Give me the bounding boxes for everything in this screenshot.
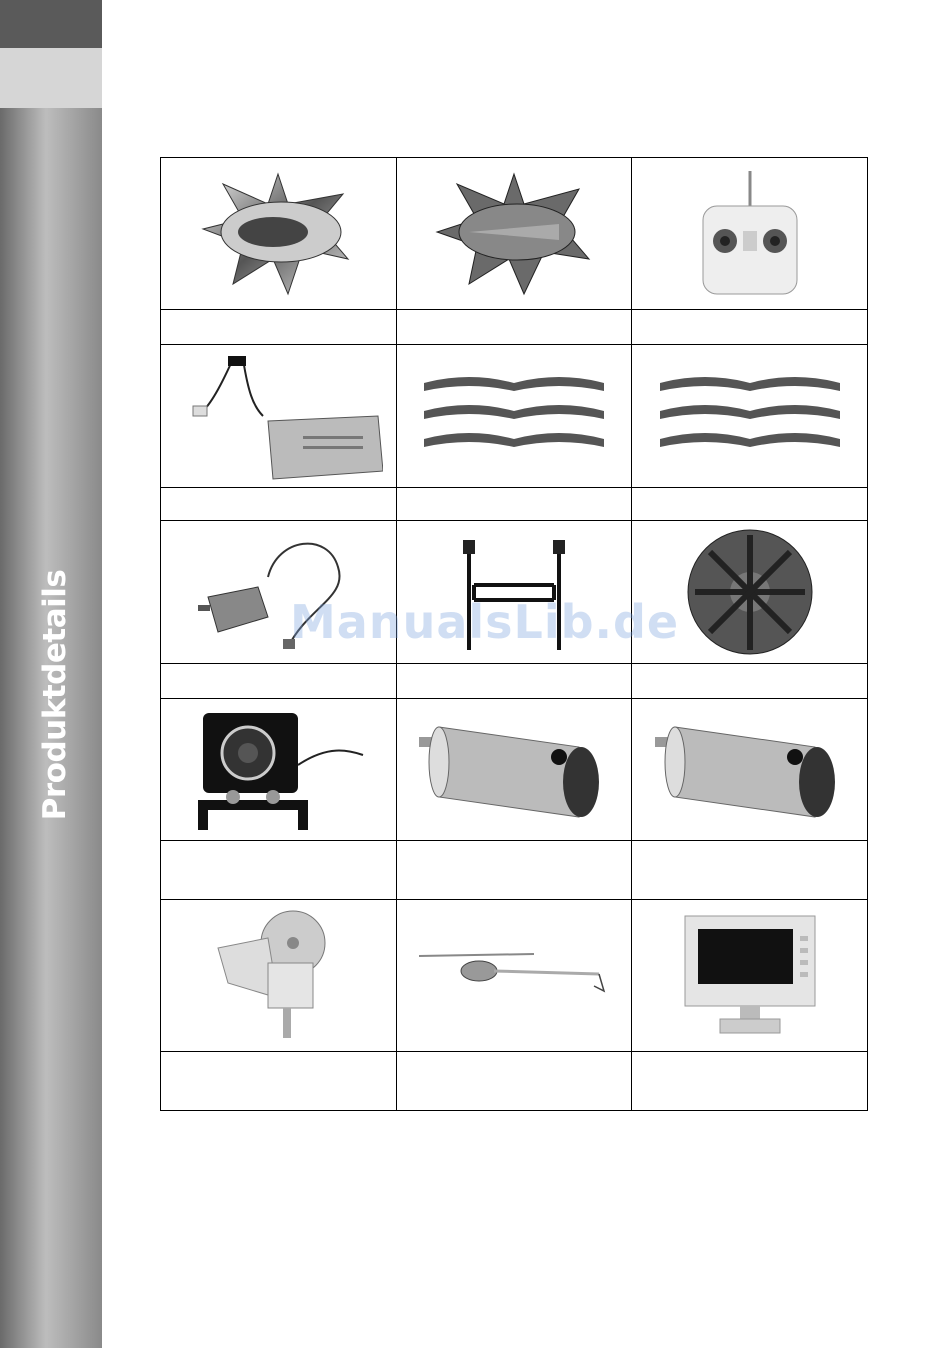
part-cell: [161, 699, 397, 841]
watermark: ManualsLib.de: [290, 595, 680, 649]
remote-control-icon: [695, 166, 805, 301]
rotor-blades-set-b-icon: [650, 361, 850, 471]
part-cell: [396, 345, 632, 488]
part-caption: [632, 1052, 868, 1111]
monitor-icon: [680, 911, 820, 1041]
frame-plate-icon: [680, 525, 820, 660]
part-caption: [161, 488, 397, 521]
camera-icon: [188, 705, 368, 835]
battery-pack-icon: [173, 351, 383, 481]
part-cell: [632, 900, 868, 1052]
rotor-blades-set-a-icon: [414, 361, 614, 471]
part-caption: [161, 1052, 397, 1111]
part-cell: [161, 900, 397, 1052]
part-cell: [161, 345, 397, 488]
part-caption: [632, 664, 868, 699]
part-cell: [161, 158, 397, 310]
part-cell: [396, 699, 632, 841]
part-caption: [632, 841, 868, 900]
part-caption: [632, 488, 868, 521]
part-caption: [632, 310, 868, 345]
part-caption: [161, 664, 397, 699]
part-caption: [161, 841, 397, 900]
sidebar-section-label: Produktdetails: [37, 569, 73, 821]
body-shell-ornate-icon: [429, 164, 599, 304]
part-caption: [396, 664, 632, 699]
part-cell: [632, 699, 868, 841]
part-cell: [632, 345, 868, 488]
part-caption: [396, 310, 632, 345]
sidebar-top-block: [0, 0, 102, 48]
part-cell: [632, 158, 868, 310]
mini-helicopter-icon: [414, 946, 614, 1006]
sidebar: [0, 0, 102, 1348]
gear-mount-icon: [208, 908, 348, 1043]
part-caption: [396, 488, 632, 521]
part-caption: [396, 841, 632, 900]
motor-a-icon: [409, 707, 619, 832]
part-cell: [396, 158, 632, 310]
sidebar-tab-marker: [0, 48, 102, 108]
body-shell-chrome-icon: [193, 164, 363, 304]
part-caption: [161, 310, 397, 345]
part-cell: [396, 900, 632, 1052]
motor-b-icon: [645, 707, 855, 832]
part-caption: [396, 1052, 632, 1111]
